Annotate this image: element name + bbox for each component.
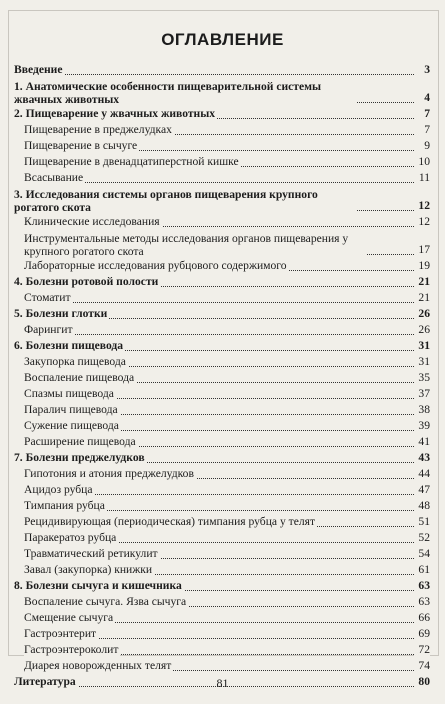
toc-entry xyxy=(14,186,430,214)
toc-entry-text: Лабораторные исследования рубцового содержимого xyxy=(24,259,287,272)
toc-entry xyxy=(14,450,430,466)
toc-entry-page: 44 xyxy=(414,466,430,482)
toc-entry-page: 48 xyxy=(414,498,430,514)
toc-entry-page: 17 xyxy=(414,242,430,258)
toc-entry xyxy=(14,62,430,78)
toc-entry-text: Стоматит xyxy=(24,291,71,304)
dot-leader xyxy=(24,334,414,335)
toc-entry xyxy=(14,306,430,322)
toc-entry xyxy=(14,562,430,578)
toc-entry xyxy=(14,354,430,370)
dot-leader xyxy=(24,302,414,303)
toc-entry xyxy=(14,274,430,290)
toc-entry-text: Фарингит xyxy=(24,323,73,336)
toc-entry-text: Гипотония и атония преджелудков xyxy=(24,467,194,480)
toc-entry-page: 4 xyxy=(414,90,430,106)
toc-entry xyxy=(14,530,430,546)
toc-entry-page: 21 xyxy=(414,274,430,290)
toc-entry-page: 11 xyxy=(414,170,430,186)
toc-entry xyxy=(14,418,430,434)
toc-entry-page: 41 xyxy=(414,434,430,450)
toc-entry-page: 80 xyxy=(414,674,430,690)
page-number: 81 xyxy=(216,676,229,690)
toc-entry xyxy=(14,546,430,562)
toc-entry-text: Завал (закупорка) книжки xyxy=(24,563,153,576)
table-of-contents xyxy=(14,62,430,690)
toc-entry-text: Литература xyxy=(14,675,76,688)
toc-entry-page: 51 xyxy=(414,514,430,530)
toc-entry-text: Клинические исследования xyxy=(24,215,160,228)
toc-entry-text: Ацидоз рубца xyxy=(24,483,93,496)
toc-entry-text: 5. Болезни глотки xyxy=(14,307,108,320)
toc-entry xyxy=(14,138,430,154)
dot-leader xyxy=(14,74,414,75)
toc-entry-text: Травматический ретикулит xyxy=(24,547,158,560)
toc-entry-text: Пищеварение в преджелудках xyxy=(24,123,172,136)
toc-entry-text: Паралич пищевода xyxy=(24,403,118,416)
toc-entry-page: 31 xyxy=(414,354,430,370)
toc-entry xyxy=(14,170,430,186)
toc-entry-text: Гастроэнтерит xyxy=(24,627,97,640)
toc-entry-page: 43 xyxy=(414,450,430,466)
toc-entry-text: Введение xyxy=(14,63,63,76)
toc-entry xyxy=(14,466,430,482)
toc-entry-page: 37 xyxy=(414,386,430,402)
toc-entry-page: 39 xyxy=(414,418,430,434)
toc-entry-text: Рецидивирующая (периодическая) тимпания рубца у телят xyxy=(24,515,316,528)
toc-entry-text: 7. Болезни преджелудков xyxy=(14,451,145,464)
toc-entry-text: Сужение пищевода xyxy=(24,419,119,432)
toc-entry-page: 61 xyxy=(414,562,430,578)
toc-entry xyxy=(14,578,430,594)
toc-entry-text: Спазмы пищевода xyxy=(24,387,114,400)
toc-entry xyxy=(14,338,430,354)
toc-entry xyxy=(14,214,430,230)
toc-entry-page: 54 xyxy=(414,546,430,562)
toc-entry-page: 21 xyxy=(414,290,430,306)
toc-entry xyxy=(14,258,430,274)
toc-entry-page: 31 xyxy=(414,338,430,354)
toc-entry-text: Пищеварение в двенадцатиперстной кишке xyxy=(24,155,239,168)
toc-entry xyxy=(14,642,430,658)
toc-entry-page: 9 xyxy=(414,138,430,154)
toc-entry xyxy=(14,78,430,106)
toc-entry-page: 12 xyxy=(414,214,430,230)
toc-entry xyxy=(14,106,430,122)
toc-entry-text: Закупорка пищевода xyxy=(24,355,126,368)
toc-entry-text: Расширение пищевода xyxy=(24,435,136,448)
toc-entry-page: 69 xyxy=(414,626,430,642)
toc-entry-text: 8. Болезни сычуга и кишечника xyxy=(14,579,182,592)
toc-entry-page: 7 xyxy=(414,106,430,122)
toc-entry-text: Паракератоз рубца xyxy=(24,531,117,544)
toc-entry-page: 63 xyxy=(414,578,430,594)
toc-entry-page: 10 xyxy=(414,154,430,170)
toc-entry-page: 74 xyxy=(414,658,430,674)
toc-entry-text: 3. Исследования системы органов пищеварения крупного рогатого скота xyxy=(14,188,356,214)
toc-entry xyxy=(14,370,430,386)
toc-entry xyxy=(14,154,430,170)
toc-entry-text: Тимпания рубца xyxy=(24,499,105,512)
toc-entry-text: Смещение сычуга xyxy=(24,611,114,624)
toc-entry-page: 12 xyxy=(414,198,430,214)
toc-entry-page: 47 xyxy=(414,482,430,498)
toc-entry-text: 6. Болезни пищевода xyxy=(14,339,124,352)
toc-entry xyxy=(14,626,430,642)
toc-entry-text: Диарея новорожденных телят xyxy=(24,659,172,672)
toc-entry xyxy=(14,434,430,450)
toc-entry-page: 72 xyxy=(414,642,430,658)
toc-entry-page: 63 xyxy=(414,594,430,610)
toc-entry-text: Воспаление сычуга. Язва сычуга xyxy=(24,595,187,608)
toc-entry xyxy=(14,386,430,402)
toc-entry-text: Всасывание xyxy=(24,171,84,184)
toc-entry xyxy=(14,122,430,138)
toc-entry xyxy=(14,498,430,514)
toc-entry-text: Воспаление пищевода xyxy=(24,371,135,384)
page-title: ОГЛАВЛЕНИЕ xyxy=(161,30,284,49)
toc-entry-page: 52 xyxy=(414,530,430,546)
toc-entry xyxy=(14,322,430,338)
toc-entry xyxy=(14,514,430,530)
toc-entry xyxy=(14,658,430,674)
toc-entry-text: 4. Болезни ротовой полости xyxy=(14,275,159,288)
toc-entry-page: 26 xyxy=(414,322,430,338)
toc-entry xyxy=(14,290,430,306)
toc-entry-text: Пищеварение в сычуге xyxy=(24,139,138,152)
toc-entry-page: 3 xyxy=(414,62,430,78)
toc-entry-page: 19 xyxy=(414,258,430,274)
toc-entry-text: Инструментальные методы исследования органов пищеварения у крупного рогатого скота xyxy=(24,232,366,258)
toc-entry-text: 2. Пищеварение у жвачных животных xyxy=(14,107,216,120)
toc-entry-page: 38 xyxy=(414,402,430,418)
toc-entry xyxy=(14,594,430,610)
toc-entry-page: 7 xyxy=(414,122,430,138)
toc-entry xyxy=(14,482,430,498)
toc-entry-text: Гастроэнтероколит xyxy=(24,643,119,656)
toc-entry xyxy=(14,402,430,418)
toc-entry-text: 1. Анатомические особенности пищеварительной системы жвачных животных xyxy=(14,80,356,106)
toc-entry xyxy=(14,230,430,258)
toc-entry-page: 35 xyxy=(414,370,430,386)
toc-entry-page: 26 xyxy=(414,306,430,322)
toc-entry-page: 66 xyxy=(414,610,430,626)
toc-entry xyxy=(14,610,430,626)
